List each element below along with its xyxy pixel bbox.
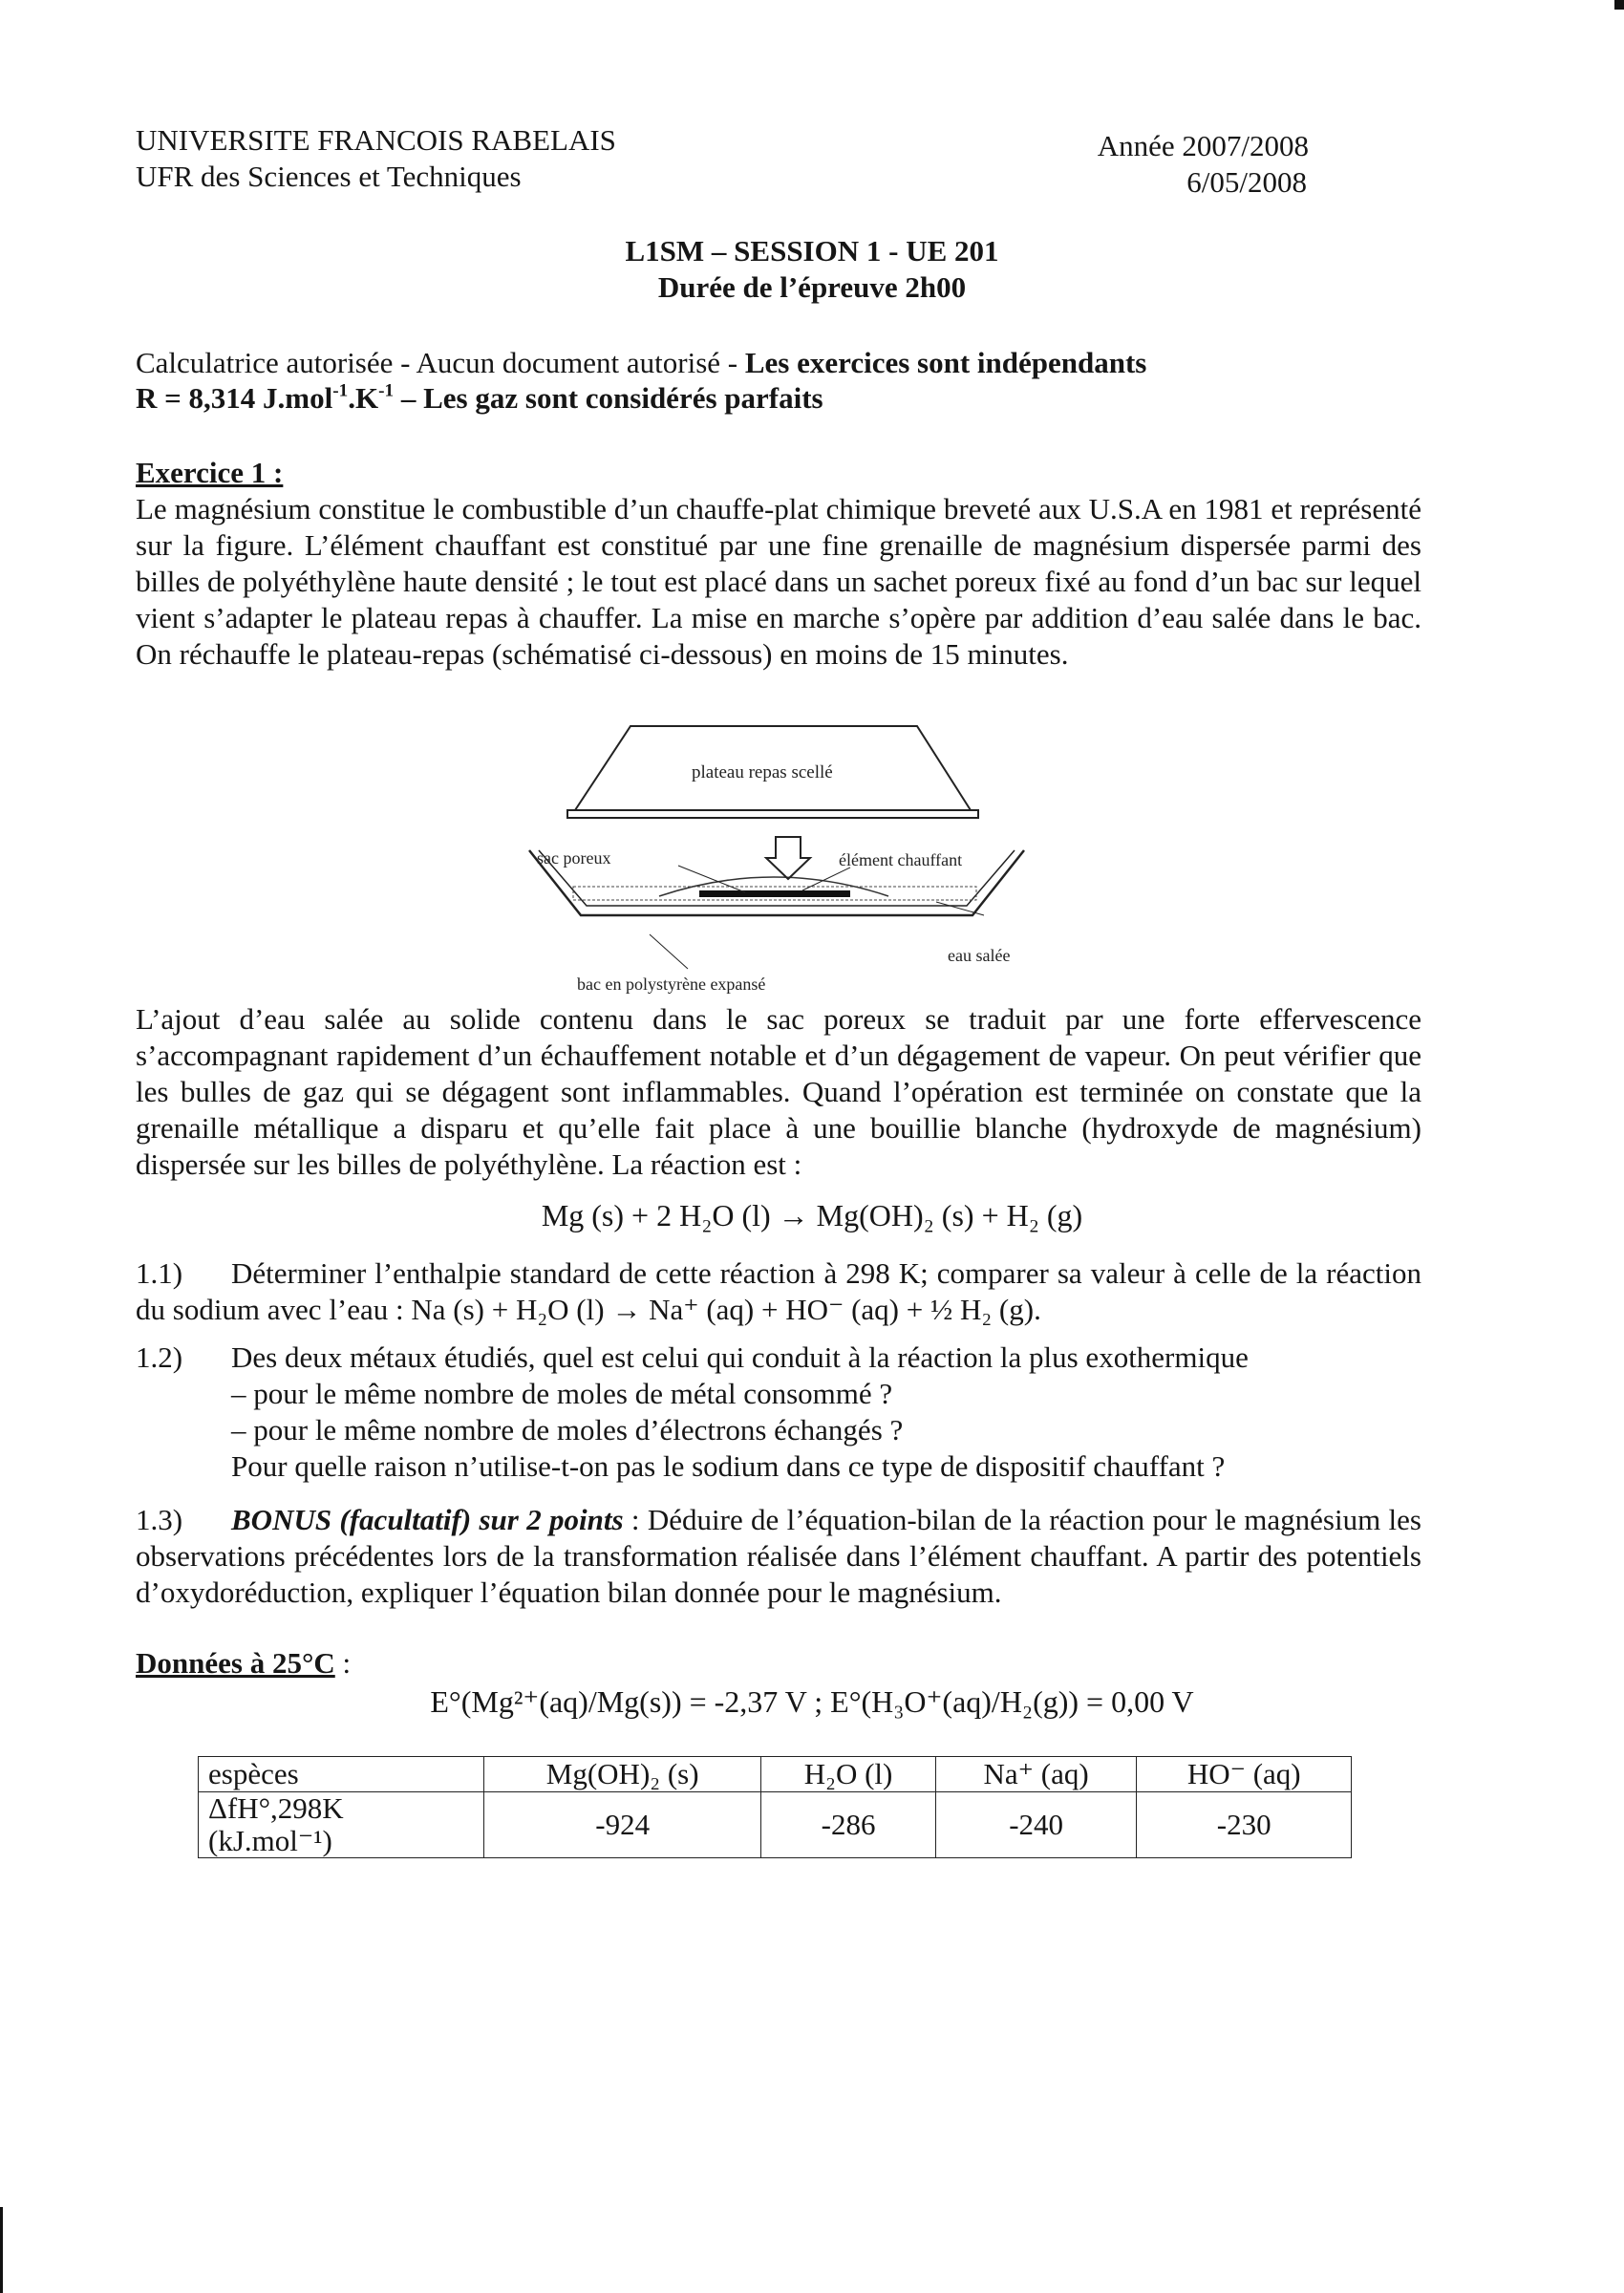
scan-corner-mark	[1614, 0, 1624, 10]
container-label: bac en polystyrène expansé	[577, 975, 766, 994]
table-header-cell: HO⁻ (aq)	[1137, 1757, 1352, 1792]
data-heading-colon: :	[334, 1646, 352, 1680]
table-header-cell: espèces	[199, 1757, 484, 1792]
question-1-3-number: 1.3)	[136, 1503, 183, 1536]
academic-year: Année 2007/2008	[1097, 129, 1309, 162]
ufr-name: UFR des Sciences et Techniques	[136, 160, 522, 193]
question-1-2-line2: – pour le même nombre de moles de métal consommé ?	[231, 1377, 893, 1410]
salt-water-label: eau salée	[948, 946, 1011, 965]
exam-duration: Durée de l’épreuve 2h00	[657, 270, 967, 304]
question-1-2-line4: Pour quelle raison n’utilise-t-on pas le sodium dans ce type de dispositif chauffant ?	[231, 1449, 1226, 1483]
question-1-1-number: 1.1)	[136, 1256, 183, 1290]
bonus-label: BONUS (facultatif) sur 2 points	[231, 1503, 624, 1536]
table-cell: -286	[761, 1792, 935, 1858]
exercise-heading: Exercice 1 :	[136, 456, 284, 489]
question-1-2-line3: – pour le même nombre de moles d’électrons échangés ?	[231, 1413, 904, 1447]
question-1-1-text: Déterminer l’enthalpie standard de cette réaction à 298 K; comparer sa valeur à celle de la réaction du sodium avec l’eau : Na (s) + H₂O (l) → Na⁺ (aq) + HO⁻ (aq) + ½ H₂ (g).	[136, 1256, 1421, 1326]
gas-constant-line	[136, 380, 823, 417]
table-header-cell: Na⁺ (aq)	[935, 1757, 1137, 1792]
gas-constant-unit: .K	[348, 381, 379, 415]
water-arrow-icon	[766, 837, 810, 879]
table-row-label: ΔfH°,298K (kJ.mol⁻¹)	[199, 1792, 484, 1858]
data-heading-line	[136, 1645, 351, 1682]
tray-label: plateau repas scellé	[692, 762, 833, 782]
question-1-3-text	[136, 1502, 1421, 1611]
porous-bag-label: sac poreux	[537, 848, 611, 868]
gas-constant-exp2: -1	[378, 380, 395, 401]
heating-element-label: élément chauffant	[839, 850, 963, 869]
ideal-gas-rule: – Les gaz sont considérés parfaits	[394, 381, 823, 415]
question-1-3-body: : Déduire de l’équation-bilan de la réaction pour le magnésium les observations précédentes lors de la transformation réalisée dans l’élément chauffant. A partir des potentiels d’oxydoréduction, expliquer l’équation bilan donnée pour le magnésium.	[136, 1503, 1421, 1609]
gas-constant-value: R = 8,314 J.mol	[136, 381, 333, 415]
gas-constant-exp1: -1	[332, 380, 349, 401]
university-name: UNIVERSITE FRANCOIS RABELAIS	[136, 123, 616, 157]
observation-paragraph: L’ajout d’eau salée au solide contenu dans le sac poreux se traduit par une forte effervescence s’accompagnant rapidement d’un échauffement notable et d’un dégagement de vapeur. On peut vérifier que les bulles de gaz qui se dégagent sont inflammables. Quand l’opération est terminée on constate que la grenaille métallique a disparu et qu’elle fait place à une bouillie blanche (hydroxyde de magnésium) dispersée sur les billes de polyéthylène. La réaction est :	[136, 1002, 1421, 1181]
data-heading: Données à 25°C	[136, 1646, 335, 1680]
table-cell: -924	[484, 1792, 761, 1858]
question-1-2-block	[231, 1339, 1421, 1485]
rules-line	[136, 345, 1146, 381]
heater-figure	[516, 715, 1051, 1001]
table-header-cell: H₂O (l)	[761, 1757, 935, 1792]
scan-edge-mark	[0, 2207, 3, 2293]
mg-reaction-equation: Mg (s) + 2 H₂O (l) → Mg(OH)₂ (s) + H₂ (g)	[541, 1198, 1083, 1232]
redox-potentials: E°(Mg²⁺(aq)/Mg(s)) = -2,37 V ; E°(H₃O⁺(aq)/H₂(g)) = 0,00 V	[430, 1684, 1194, 1719]
exam-date: 6/05/2008	[1186, 165, 1307, 199]
table-cell: -230	[1137, 1792, 1352, 1858]
table-header-cell: Mg(OH)₂ (s)	[484, 1757, 761, 1792]
tray-base	[567, 810, 978, 818]
table-cell: -240	[935, 1792, 1137, 1858]
question-1-2-line1: Des deux métaux étudiés, quel est celui qui conduit à la réaction la plus exothermique	[231, 1340, 1249, 1374]
question-1-2-number: 1.2)	[136, 1340, 183, 1374]
exercise-intro: Le magnésium constitue le combustible d’un chauffe-plat chimique breveté aux U.S.A en 1981 et représenté sur la figure. L’élément chauffant est constitué par une fine grenaille de magnésium dispersée parmi des billes de polyéthylène haute densité ; le tout est placé dans un sachet poreux fixé au fond d’un bac sur lequel vient s’adapter le plateau repas à chauffer. La mise en marche s’opère par addition d’eau salée dans le bac. On réchauffe le plateau-repas (schématisé ci-dessous) en moins de 15 minutes.	[136, 492, 1421, 671]
container-pointer	[650, 934, 688, 969]
calculator-rule: Calculatrice autorisée - Aucun document autorisé -	[136, 346, 745, 379]
exam-title: L1SM – SESSION 1 - UE 201	[625, 234, 999, 268]
heating-element	[699, 890, 850, 897]
independence-rule: Les exercices sont indépendants	[744, 346, 1147, 379]
table-row	[199, 1792, 1352, 1858]
table-header-row	[199, 1757, 1352, 1792]
enthalpy-table	[198, 1756, 1352, 1858]
